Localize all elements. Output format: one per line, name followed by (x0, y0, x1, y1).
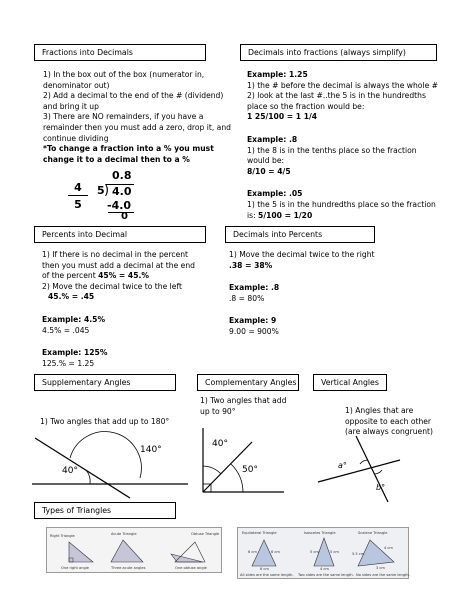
rule-example: .38 = 38% (229, 260, 273, 270)
acute-triangle-caption: Three acute angles (111, 566, 146, 570)
example-line: 1) the 5 is in the hundredths place so the fraction (247, 199, 436, 209)
example-label: Example: .8 (229, 283, 280, 293)
definition-line: (are always congruent) (345, 427, 433, 437)
percents-to-decimal-body (42, 250, 195, 369)
rule-line: 2) Move the decimal twice to the left (42, 281, 182, 291)
triangles-by-side-image (237, 527, 409, 579)
step-line: remainder then you must add a zero, drop it, and (43, 122, 231, 132)
vertical-angle-a: a° (338, 461, 347, 470)
side-length-label: 5.5 cm (352, 552, 365, 556)
fraction-bar (68, 195, 88, 196)
rule-example: 45% = 45.% (98, 271, 149, 281)
divisor: 5 (97, 184, 105, 197)
rule-line: then you must add a decimal at the end (42, 260, 195, 270)
isosceles-triangle-caption: Two sides are the same length. (298, 573, 354, 577)
example-line: place so the fraction would be: (247, 101, 365, 111)
side-length-label: 5 cm (330, 550, 339, 554)
definition-line: 1) Two angles that add (200, 396, 287, 405)
example-answer: 5/100 = 1/20 (258, 210, 313, 220)
side-length-label: 5 cm (310, 550, 319, 554)
triangles-by-angle-image (46, 527, 222, 573)
complementary-angle-40: 40° (212, 439, 228, 449)
example-label: Example: .05 (247, 189, 303, 199)
example-label: Example: 9 (229, 316, 277, 326)
isosceles-triangle-label: Isosceles Triangle (304, 531, 336, 535)
fraction-numerator: 4 (74, 181, 82, 194)
example-line: 2) look at the last #..the 5 is in the hundredths (247, 91, 426, 101)
example-label: Example: 4.5% (42, 314, 106, 324)
example-line: 1) the 8 is in the tenths place so the fraction (247, 145, 417, 155)
example-answer: 8/10 = 4/5 (247, 166, 291, 176)
decimals-to-percents-body (229, 250, 375, 338)
vertical-definition (345, 406, 433, 438)
right-triangle-label: Right Triangle (50, 534, 75, 538)
obtuse-triangle-caption: One obtuse angle (175, 566, 207, 570)
example-answer: 4.5% = .045 (42, 325, 90, 335)
decimals-to-percents-heading: Decimals into Percents (225, 226, 375, 243)
rule-prefix: of the percent (42, 271, 99, 281)
example-answer: 9.00 = 900% (229, 326, 279, 336)
percent-note-line: change it to a decimal then to a % (43, 154, 190, 164)
example-answer: 125.% = 1.25 (42, 358, 95, 368)
vertical-angles-heading: Vertical Angles (313, 374, 387, 391)
types-of-triangles-heading: Types of Triangles (34, 502, 176, 519)
supplementary-angles-heading: Supplementary Angles (34, 374, 176, 391)
step-line: denominator out) (43, 80, 110, 90)
decimals-to-fractions-examples (247, 70, 438, 221)
supplementary-angle-40: 40° (62, 466, 78, 476)
supplementary-definition: 1) Two angles that add up to 180° (40, 417, 170, 426)
example-label: Example: 1.25 (247, 70, 308, 79)
vertical-angle-b: b° (376, 483, 386, 492)
example-answer-row (247, 211, 438, 222)
complementary-angle-diagram (196, 424, 286, 496)
rule-line (42, 271, 195, 282)
fraction-denominator: 5 (74, 198, 82, 211)
complementary-angle-50: 50° (242, 465, 258, 475)
definition-line: opposite to each other (345, 416, 432, 426)
division-bracket: ) (104, 183, 110, 198)
definition-line: 1) Angles that are (345, 406, 414, 415)
side-length-label: 6 cm (260, 567, 269, 571)
decimals-to-fractions-heading: Decimals into fractions (always simplify) (240, 44, 437, 61)
step-line: continue dividing (43, 133, 109, 143)
percents-to-decimal-heading: Percents into Decimal (34, 226, 206, 243)
long-division-example (66, 168, 146, 220)
fractions-to-decimals-heading: Fractions into Decimals (34, 44, 206, 61)
answer-prefix: is: (247, 210, 259, 220)
right-triangle-caption: One right angle (61, 566, 90, 570)
scalene-triangle-label: Scalene Triangle (358, 531, 388, 535)
complementary-definition (200, 396, 286, 417)
scalene-triangle-caption: No sides are the same length. (356, 573, 410, 577)
rule-line: 1) If there is no decimal in the percent (42, 250, 189, 259)
remainder: 0 (121, 211, 128, 222)
step-line: 2) Add a decimal to the end of the # (dividend) (43, 91, 224, 101)
step-line: 1) In the box out of the box (numerator in, (43, 70, 205, 79)
definition-line: up to 90° (200, 406, 236, 416)
dividend: 4.0 (112, 185, 132, 198)
example-line: would be: (247, 156, 285, 166)
side-length-label: 4 cm (320, 567, 329, 571)
side-length-label: 3 cm (376, 566, 385, 570)
fractions-to-decimals-steps (43, 70, 231, 165)
vertical-angle-diagram (316, 434, 402, 504)
quotient: 0.8 (112, 169, 132, 182)
step-line: 3) There are NO remainders, if you have a (43, 112, 204, 122)
example-answer: 1 25/100 = 1 1/4 (247, 112, 318, 122)
side-length-label: 6 cm (248, 550, 257, 554)
side-length-label: 6 cm (271, 550, 280, 554)
side-length-label: 4 cm (384, 546, 393, 550)
rule-example: 45.% = .45 (48, 292, 95, 302)
example-label: Example: .8 (247, 134, 298, 144)
rule-line: 1) Move the decimal twice to the right (229, 250, 375, 259)
equilateral-triangle-caption: All sides are the same length. (240, 573, 294, 577)
example-label: Example: 125% (42, 348, 108, 358)
obtuse-triangle-label: Obtuse Triangle (191, 532, 220, 536)
supplementary-angle-140: 140° (140, 445, 162, 455)
percent-note-line: *To change a fraction into a % you must (43, 144, 214, 154)
example-answer: .8 = 80% (229, 293, 265, 303)
equilateral-triangle-label: Equilateral Triangle (242, 531, 277, 535)
supplementary-angle-diagram (30, 428, 190, 508)
step-line: and bring it up (43, 101, 99, 111)
subtract-value: -4.0 (107, 199, 132, 212)
acute-triangle-label: Acute Triangle (111, 532, 137, 536)
complementary-angles-heading: Complementary Angles (197, 374, 299, 391)
example-line: 1) the # before the decimal is always the whole # (247, 80, 439, 90)
